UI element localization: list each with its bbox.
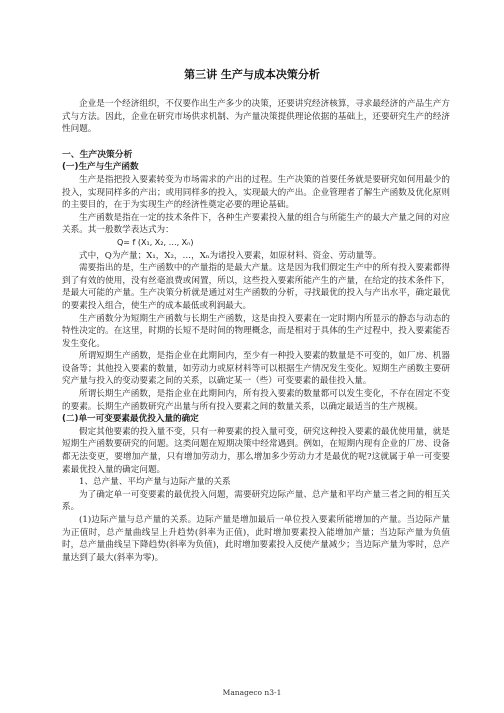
paragraph: 需要指出的是，生产函数中的产量指的是最大产量。这是因为我们假定生产中的所有投入要素都得到了有效的使用，没有丝毫浪费或闲置，所以，这些投入要素所能产生的产量，在给定的技术条件下，是最大可能的产量。生产决策分析就是通过对生产函数的分析，寻找最优的投入与产出水平，确定最优的要素投入组合，使生产的成本最低或利润最大。 [62, 263, 450, 311]
page-footer: Manageco n3-1 [222, 688, 282, 697]
paragraph: 所谓短期生产函数，是指企业在此期间内，至少有一种投入要素的数量是不可变的，如厂房、机器设备等；其他投入要素的数量，如劳动力或原材料等可以根据生产情况发生变化。短期生产函数主要研究产量与投入的变动要素之间的关系，以确定某一（些）可变要素的最佳投入量。 [62, 351, 450, 387]
paragraph: 生产函数分为短期生产函数与长期生产函数，这是由投入要素在一定时期内所显示的静态与动态的特性决定的。在这里，时期的长短不是时间的物理概念，而是相对于具体的生产过程中，投入要素能否发生变化。 [62, 313, 450, 349]
subsection-heading: (一)生产与生产函数 [62, 162, 139, 173]
paragraph: 为了确定单一可变要素的最优投入问题，需要研究边际产量、总产量和平均产量三者之间的相互关系。 [62, 489, 450, 513]
paragraph: 所谓长期生产函数，是指企业在此期间内，所有投入要素的数量都可以发生变化，不存在固定不变的要素。长期生产函数研究产出量与所有投入要素之间的数量关系，以确定最适当的生产规模。 [62, 389, 450, 412]
formula: Q= f (X₁, X₂, …, Xₙ) [117, 237, 194, 247]
section-heading: 一、生产决策分析 [62, 149, 133, 160]
subsection-heading: (二)单一可变要素最优投入量的确定 [62, 414, 199, 425]
document-body [62, 98, 450, 564]
paragraph: 生产函数是指在一定的技术条件下，各种生产要素投入量的组合与所能生产的最大产量之间的对应关系。其一般数学表达式为： [62, 212, 450, 236]
intro-paragraph: 企业是一个经济组织，不仅要作出生产多少的决策，还要讲究经济核算，寻求最经济的产品生产方式与方法。因此，企业在研究市场供求机制、为产量决策提供理论依据的基础上，还要研究生产的经济性问题。 [62, 99, 450, 135]
paragraph: 式中，Q为产量；X₁，X₂，…，Xₙ为诸投入要素，如原材料、资金、劳动量等。 [79, 250, 382, 261]
paragraph: (1)边际产量与总产量的关系。边际产量是增加最后一单位投入要素所能增加的产量。当边际产量为正值时，总产量曲线呈上升趋势(斜率为正值)，此时增加要素投入能增加产量；当边际产量为负值时，总产量曲线呈下降趋势(斜率为负值)，此时增加要素投入反使产量减少；当边际产量为零时，总产量达到了最大(斜率为零)。 [62, 515, 450, 563]
paragraph: 生产是指把投入要素转变为市场需求的产出的过程。生产决策的首要任务就是要研究如何用最少的投入，实现同样多的产出；或用同样多的投入，实现最大的产出。企业管理者了解生产函数及优化原则的主要目的，在于为实现生产的经济性奠定必要的理论基础。 [62, 174, 450, 211]
list-item-heading: 1、总产量、平均产量与边际产量的关系 [79, 477, 231, 488]
paragraph: 假定其他要素的投入量不变，只有一种要素的投入量可变，研究这种投入要素的最优使用量，就是短期生产函数要研究的问题。这类问题在短期决策中经常遇到。例如，在短期内现有企业的厂房、设备都无法变更，要增加产量，只有增加劳动力，那么增加多少劳动力才是最优的呢?这就属于单一可变要素最优投入量的确定问题。 [62, 426, 451, 475]
page-title: 第三讲 生产与成本决策分析 [184, 68, 320, 81]
